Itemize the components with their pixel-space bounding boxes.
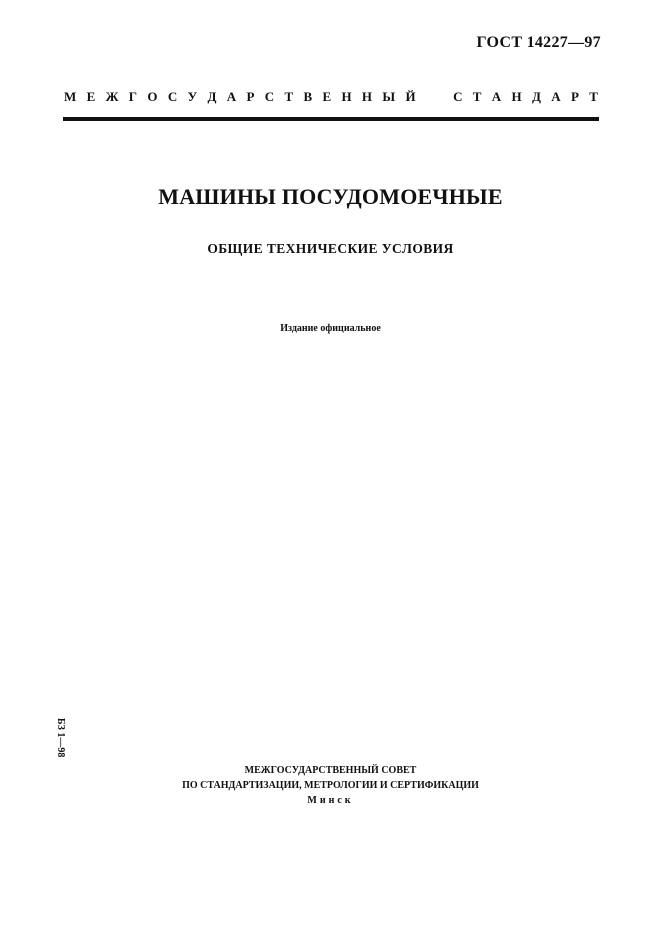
document-title: МАШИНЫ ПОСУДОМОЕЧНЫЕ — [158, 184, 503, 209]
banner-gap — [439, 89, 442, 105]
banner-letter: Т — [284, 89, 294, 104]
banner-letter: С — [167, 89, 178, 104]
document-subtitle: ОБЩИЕ ТЕХНИЧЕСКИЕ УСЛОВИЯ — [207, 241, 454, 256]
banner-letter: Ж — [105, 89, 119, 104]
banner-letter: С — [264, 89, 275, 104]
side-publication-code: БЗ 1—98 — [55, 718, 66, 758]
banner-letter: Т — [472, 89, 482, 104]
banner-letter: У — [187, 89, 198, 104]
council-line-2: ПО СТАНДАРТИЗАЦИИ, МЕТРОЛОГИИ И СЕРТИФИКАЦИИ — [182, 780, 479, 791]
banner-letter: Д — [531, 89, 541, 104]
banner-letter: Р — [246, 89, 255, 104]
banner-letter: Е — [86, 89, 96, 104]
banner-gap — [426, 89, 429, 105]
header-rule — [63, 117, 599, 121]
banner-letter: Т — [589, 89, 598, 104]
standard-banner — [64, 89, 598, 105]
banner-letter: В — [303, 89, 313, 104]
council-line-1: МЕЖГОСУДАРСТВЕННЫЙ СОВЕТ — [244, 765, 417, 776]
banner-letter: М — [64, 89, 77, 104]
banner-letter: Г — [128, 89, 138, 104]
banner-letter: Д — [207, 89, 217, 104]
banner-letter: О — [147, 89, 158, 104]
banner-letter: Ы — [382, 89, 396, 104]
banner-letter: А — [226, 89, 237, 104]
banner-letter: А — [551, 89, 561, 104]
banner-letter: Е — [322, 89, 332, 104]
banner-letter: С — [453, 89, 463, 104]
banner-letter: Й — [405, 89, 416, 104]
banner-letter: А — [491, 89, 502, 104]
banner-letter: Н — [341, 89, 352, 104]
edition-label: Издание официальное — [280, 323, 381, 334]
banner-letter: Р — [570, 89, 579, 104]
publication-city: Минск — [307, 795, 354, 806]
banner-letter: Н — [361, 89, 373, 104]
banner-letter: Н — [511, 89, 522, 104]
document-code: ГОСТ 14227—97 — [476, 34, 601, 51]
